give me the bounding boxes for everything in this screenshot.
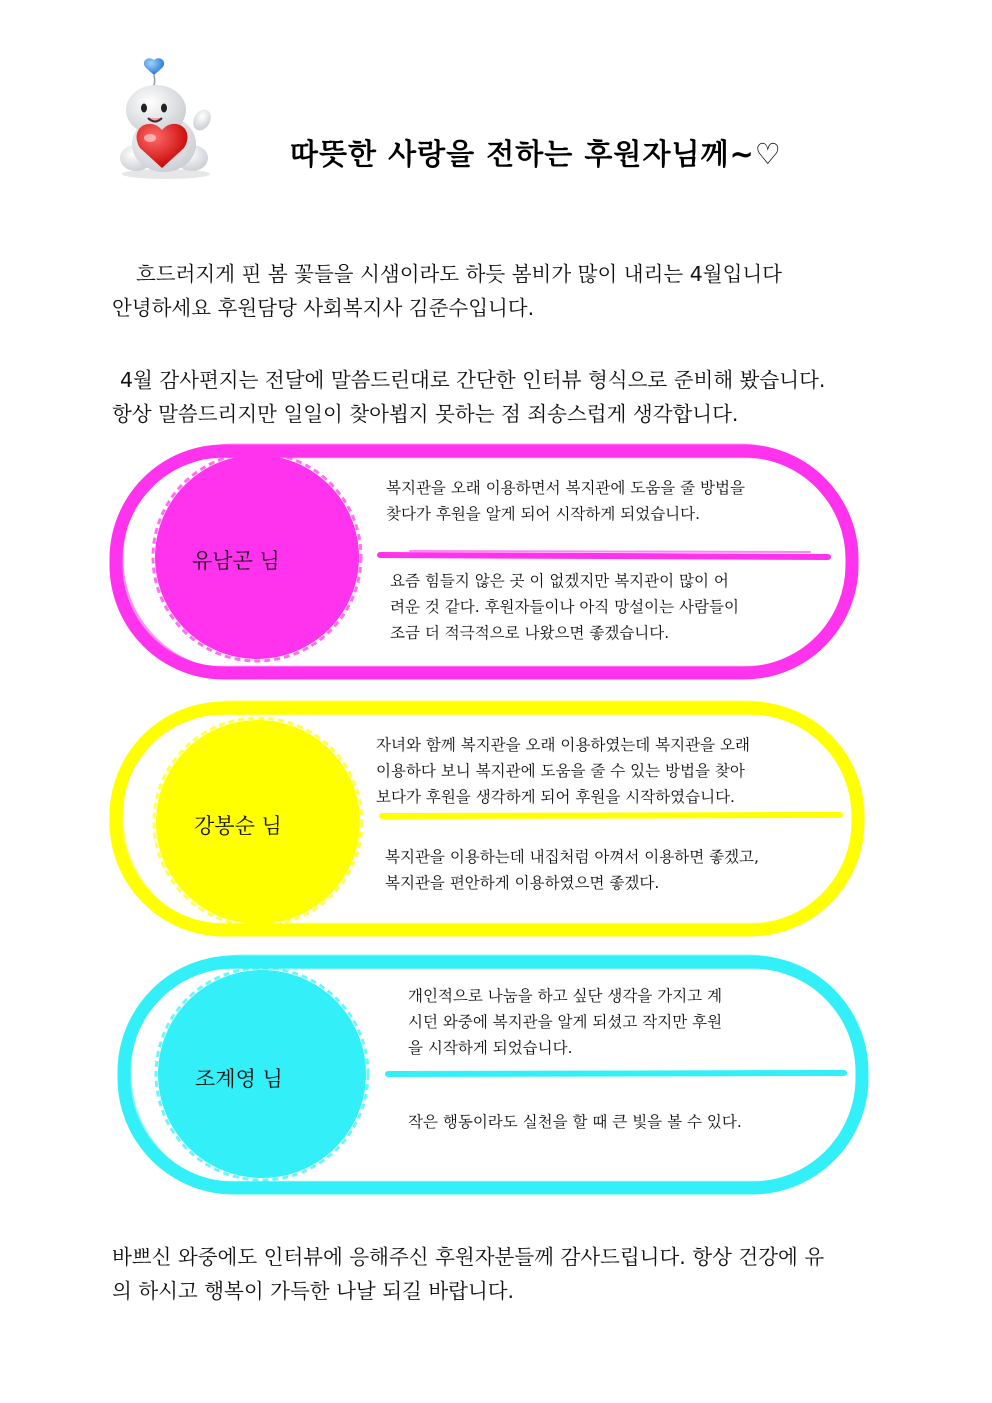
- intro-line-1: 흐드러지게 핀 봄 꽃들을 시샘이라도 하듯 봄비가 많이 내리는 4월입니다: [136, 262, 782, 286]
- answer-1: 자녀와 함께 복지관을 오래 이용하였는데 복지관을 오래 이용하다 보니 복지관에 도움을 줄 수 있는 방법을 찾아 보다가 후원을 생각하게 되어 후원을 시작하였습니다.: [376, 736, 750, 806]
- letter-line-1: 4월 감사편지는 전달에 말씀드린대로 간단한 인터뷰 형식으로 준비해 봤습니다.: [120, 368, 826, 392]
- answer-2: 복지관을 이용하는데 내집처럼 아껴서 이용하면 좋겠고, 복지관을 편안하게 이용하였으면 좋겠다.: [385, 848, 759, 892]
- interviewee-name: 강봉순 님: [194, 814, 282, 838]
- interviewee-name: 조계영 님: [195, 1067, 283, 1091]
- letter-line-2: 항상 말씀드리지만 일일이 찾아뵙지 못하는 점 죄송스럽게 생각합니다.: [112, 402, 739, 426]
- interview-card-1: [110, 437, 866, 682]
- heart-mascot-icon: [110, 58, 220, 180]
- page-title: 따뜻한 사랑을 전하는 후원자님께~♡: [290, 137, 782, 171]
- answer-1: 복지관을 오래 이용하면서 복지관에 도움을 줄 방법을 찾다가 후원을 알게 되어 시작하게 되었습니다.: [386, 479, 745, 523]
- intro-line-2: 안녕하세요 후원담당 사회복지사 김준수입니다.: [112, 296, 535, 320]
- answer-2: 작은 행동이라도 실천을 할 때 큰 빛을 볼 수 있다.: [408, 1113, 742, 1131]
- interview-card-3: [110, 950, 866, 1195]
- closing-line-2: 의 하시고 행복이 가득한 나날 되길 바랍니다.: [112, 1279, 515, 1303]
- letter-paragraph: [112, 363, 882, 431]
- answer-1: 개인적으로 나눔을 하고 싶단 생각을 가지고 계 시던 와중에 복지관을 알게 되셨고 작지만 후원 을 시작하게 되었습니다.: [408, 987, 723, 1057]
- closing-line-1: 바쁘신 와중에도 인터뷰에 응해주신 후원자분들께 감사드립니다. 항상 건강에 유: [112, 1245, 825, 1269]
- interviewee-name: 유남곤 님: [192, 549, 280, 573]
- closing-paragraph: [112, 1240, 882, 1308]
- answer-2: 요즘 힘들지 않은 곳 이 없겠지만 복지관이 많이 어 려운 것 같다. 후원자들이나 아직 망설이는 사람들이 조금 더 적극적으로 나왔으면 좋겠습니다.: [390, 572, 739, 642]
- interview-card-2: [110, 698, 866, 938]
- intro-paragraph: [112, 257, 882, 325]
